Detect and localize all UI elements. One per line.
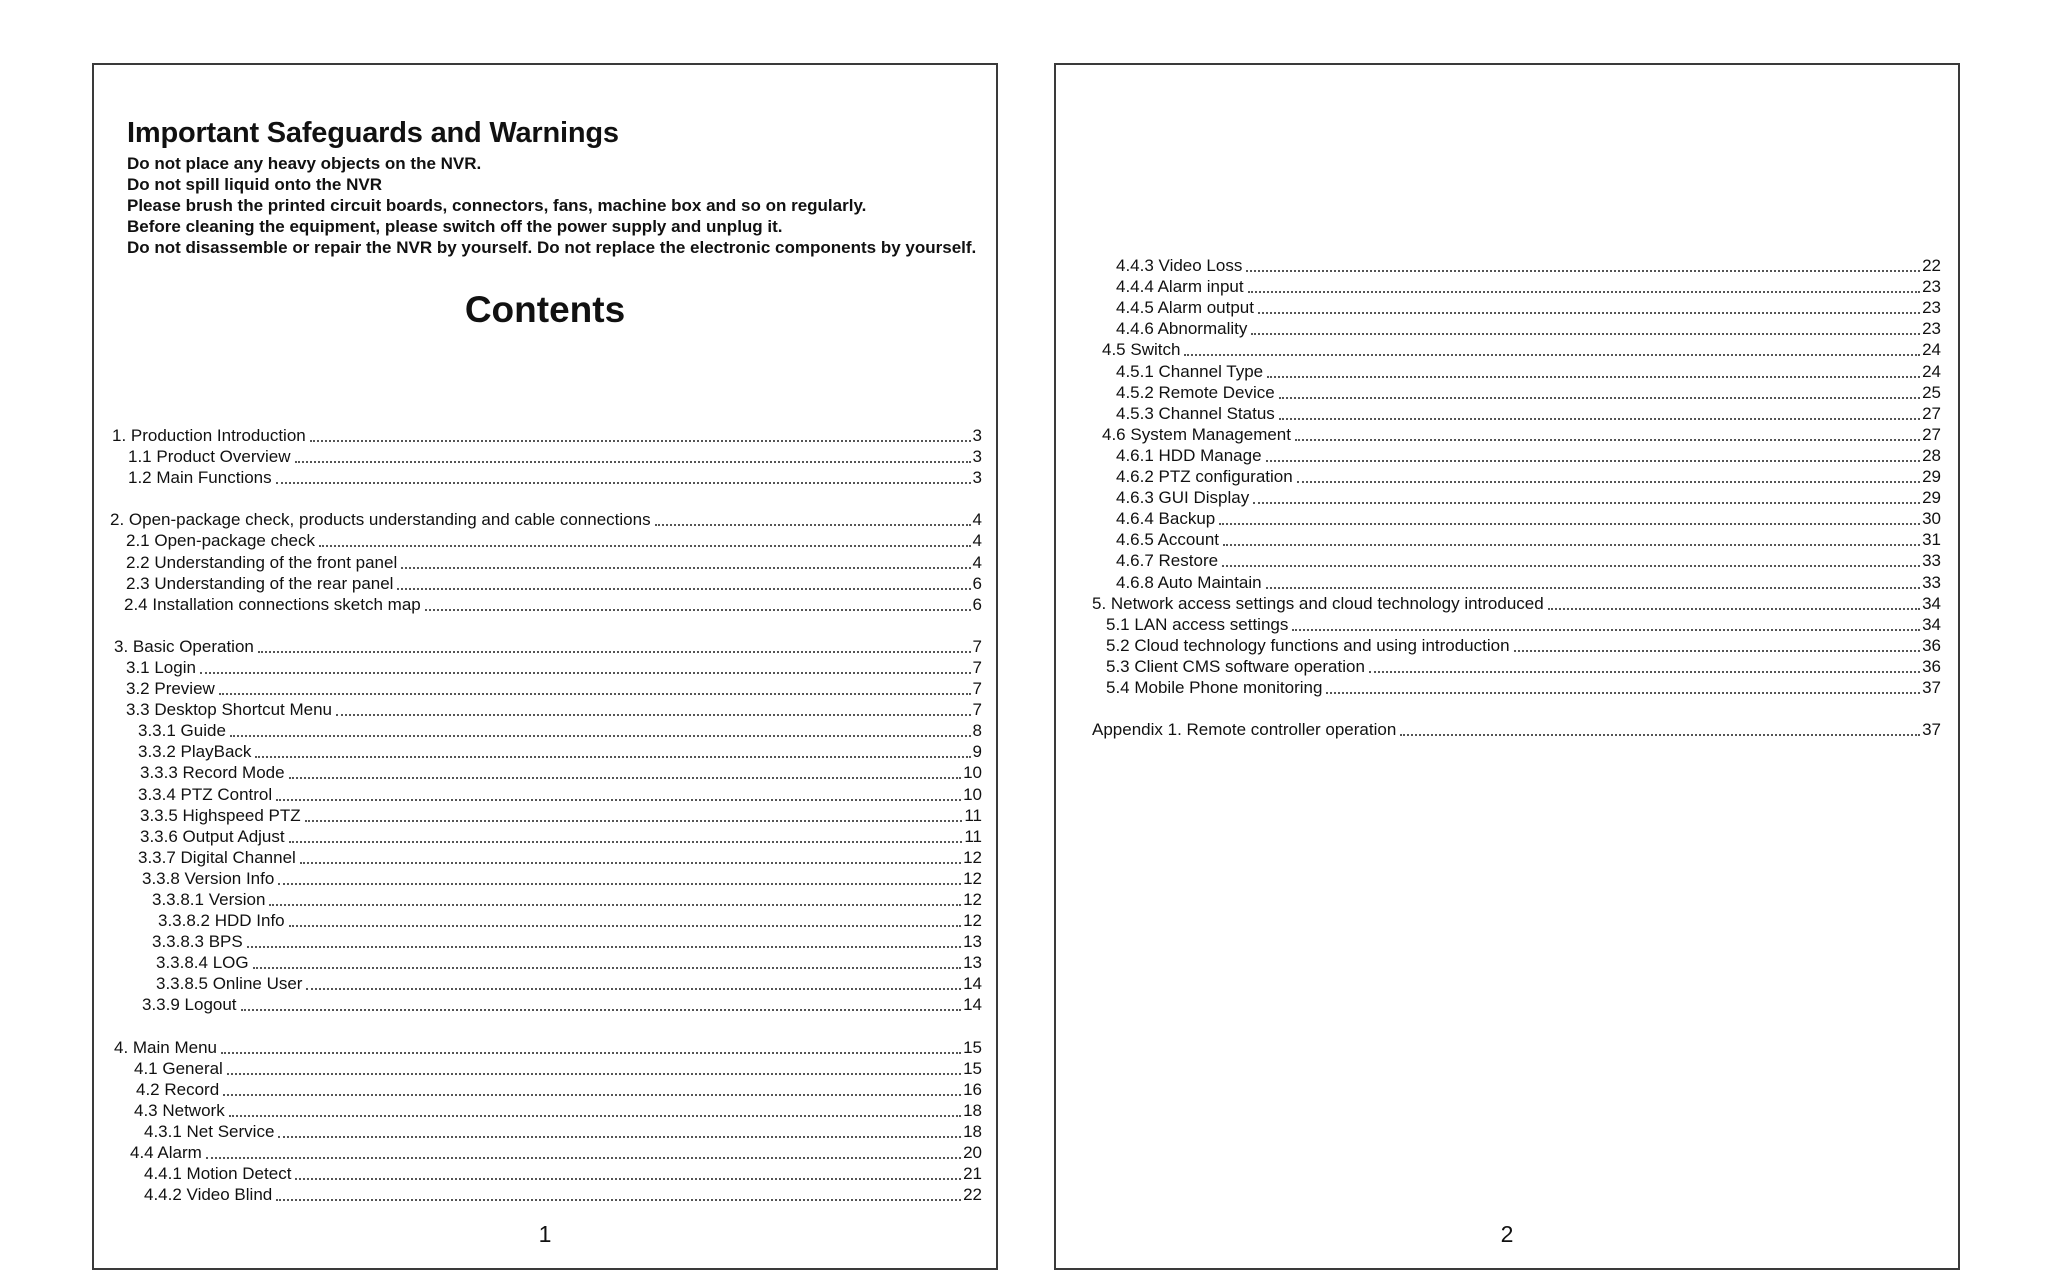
toc-entry-page: 8	[972, 721, 982, 741]
toc-dot-leader	[1292, 628, 1920, 631]
toc-entry-page: 6	[972, 594, 982, 614]
toc-dot-leader	[289, 924, 961, 927]
toc-entry-label: 1.2 Main Functions	[128, 468, 272, 488]
toc-entry-label: 4.5.2 Remote Device	[1116, 382, 1275, 402]
toc-entry-label: 4.6.8 Auto Maintain	[1116, 572, 1262, 592]
toc-entry-page: 29	[1922, 488, 1941, 508]
toc-entry-label: 4.5.3 Channel Status	[1116, 403, 1275, 423]
toc-entry	[1056, 719, 1958, 740]
toc-entry-page: 23	[1922, 298, 1941, 318]
toc-entry-page: 14	[963, 974, 982, 994]
manual-page-2	[1054, 63, 1960, 1270]
toc-entry-page: 14	[963, 995, 982, 1015]
toc-entry-page: 27	[1922, 424, 1941, 444]
toc-entry-page: 4	[972, 510, 982, 530]
toc-entry-page: 20	[963, 1143, 982, 1162]
toc-entry	[94, 868, 996, 889]
toc-dot-leader	[255, 755, 970, 758]
toc-entry-label: 3.3.8.5 Online User	[156, 974, 303, 994]
toc-entry-page: 37	[1922, 677, 1941, 697]
toc-dot-leader	[1246, 269, 1920, 272]
toc-entry-page: 12	[963, 868, 982, 888]
toc-entry-page: 23	[1922, 319, 1941, 339]
toc-entry-label: 3.3.8.2 HDD Info	[158, 911, 285, 931]
toc-entry	[1056, 571, 1958, 592]
toc-entry	[94, 783, 996, 804]
toc-dot-leader	[1548, 607, 1920, 610]
warning-line: Do not spill liquid onto the NVR	[127, 175, 382, 194]
toc-dot-leader	[300, 861, 961, 864]
toc-entry-label: 3.3.2 PlayBack	[138, 742, 252, 762]
toc-entry	[94, 889, 996, 910]
toc-entry	[94, 1163, 996, 1184]
toc-entry	[1056, 255, 1958, 276]
toc-entry-page: 24	[1922, 361, 1941, 381]
toc-dot-leader	[1184, 353, 1920, 356]
toc-dot-leader	[200, 671, 971, 674]
toc-dot-leader	[1253, 501, 1920, 504]
toc-entry-label: 3.3.8 Version Info	[142, 868, 275, 888]
toc-entry-page: 15	[963, 1058, 982, 1078]
toc-entry-page: 11	[964, 826, 982, 846]
toc-entry-label: 3.3.9 Logout	[142, 995, 237, 1015]
toc-entry-page: 33	[1922, 551, 1941, 571]
toc-dot-leader	[655, 523, 971, 526]
toc-dot-leader	[401, 566, 970, 569]
toc-entry	[1056, 508, 1958, 529]
table-of-contents	[94, 425, 996, 1205]
toc-entry	[94, 952, 996, 973]
toc-dot-leader	[230, 734, 971, 737]
toc-entry-label: 3.3.3 Record Mode	[140, 763, 285, 783]
manual-page-1	[92, 63, 998, 1270]
toc-entry	[94, 1184, 996, 1205]
toc-entry-label: 3.1 Login	[126, 657, 196, 677]
safeguards-heading: Important Safeguards and Warnings	[127, 117, 619, 149]
page-number: 1	[538, 1221, 552, 1247]
toc-entry	[94, 741, 996, 762]
toc-entry	[94, 1079, 996, 1100]
toc-entry	[1056, 593, 1958, 614]
toc-entry	[94, 446, 996, 467]
toc-entry-page: 13	[963, 932, 982, 952]
toc-entry-label: 4.6.2 PTZ configuration	[1116, 467, 1293, 487]
toc-entry	[94, 636, 996, 657]
toc-dot-leader	[247, 945, 961, 948]
toc-entry	[94, 678, 996, 699]
toc-entry	[94, 699, 996, 720]
toc-entry-page: 3	[972, 468, 982, 488]
toc-entry-label: 4.4.1 Motion Detect	[144, 1164, 292, 1184]
toc-entry	[94, 530, 996, 551]
toc-entry	[1056, 550, 1958, 571]
toc-entry-label: 3.3.8.1 Version	[152, 889, 266, 909]
toc-dot-leader	[1369, 670, 1920, 673]
toc-dot-leader	[221, 1051, 961, 1054]
toc-dot-leader	[319, 544, 971, 547]
toc-entry-page: 18	[963, 1121, 982, 1141]
toc-entry	[1056, 445, 1958, 466]
toc-entry	[1056, 614, 1958, 635]
toc-entry-label: 3.3.8.4 LOG	[156, 953, 249, 973]
toc-entry-label: 4.6 System Management	[1102, 424, 1291, 444]
toc-entry	[94, 657, 996, 678]
toc-dot-leader	[1267, 375, 1920, 378]
toc-entry-page: 22	[963, 1185, 982, 1205]
toc-entry	[1056, 529, 1958, 550]
toc-entry-label: 2.1 Open-package check	[126, 531, 316, 551]
toc-entry-page: 4	[972, 531, 982, 551]
toc-entry-label: 4.1 General	[134, 1058, 223, 1078]
toc-entry	[94, 847, 996, 868]
toc-entry	[1056, 403, 1958, 424]
toc-entry-label: 4.5 Switch	[1102, 340, 1181, 360]
toc-entry-label: 4.4.4 Alarm input	[1116, 277, 1244, 297]
toc-entry	[1056, 677, 1958, 698]
toc-entry	[1056, 466, 1958, 487]
toc-entry	[94, 467, 996, 488]
toc-entry-label: 3.3 Desktop Shortcut Menu	[126, 700, 333, 720]
toc-dot-leader	[1266, 459, 1921, 462]
toc-dot-leader	[1514, 649, 1921, 652]
toc-entry-page: 23	[1922, 277, 1941, 297]
toc-dot-leader	[336, 713, 971, 716]
toc-entry	[1056, 382, 1958, 403]
toc-entry	[94, 805, 996, 826]
toc-entry-page: 11	[964, 805, 982, 825]
toc-entry-page: 34	[1922, 593, 1941, 613]
contents-heading: Contents	[464, 289, 626, 330]
warning-line: Please brush the printed circuit boards, connectors, fans, machine box and so on regularly.	[127, 196, 867, 215]
toc-entry	[1056, 635, 1958, 656]
toc-entry	[1056, 360, 1958, 381]
toc-entry-label: 4.5.1 Channel Type	[1116, 361, 1264, 381]
warning-line: Do not place any heavy objects on the NVR.	[127, 154, 482, 173]
toc-entry	[1056, 297, 1958, 318]
toc-dot-leader	[289, 840, 963, 843]
toc-entry-label: 3.3.6 Output Adjust	[140, 826, 285, 846]
toc-entry-page: 37	[1922, 720, 1941, 740]
toc-entry-page: 27	[1922, 403, 1941, 423]
toc-dot-leader	[241, 1008, 962, 1011]
toc-entry-page: 13	[963, 953, 982, 973]
toc-entry	[94, 573, 996, 594]
toc-entry-page: 28	[1922, 445, 1941, 465]
toc-entry-page: 12	[963, 911, 982, 931]
toc-entry	[94, 994, 996, 1015]
toc-entry-page: 36	[1922, 635, 1941, 655]
toc-entry-label: 4.4.5 Alarm output	[1116, 298, 1254, 318]
toc-entry-label: 5. Network access settings and cloud technology introduced	[1092, 593, 1544, 613]
safeguards-list	[127, 153, 976, 258]
toc-entry-label: 4.4.6 Abnormality	[1116, 319, 1248, 339]
toc-dot-leader	[276, 481, 971, 484]
toc-entry-page: 7	[972, 679, 982, 699]
toc-dot-leader	[1222, 564, 1920, 567]
toc-dot-leader	[258, 650, 971, 653]
toc-entry-page: 12	[963, 847, 982, 867]
toc-entry-label: 3.3.4 PTZ Control	[138, 784, 273, 804]
toc-entry-page: 9	[972, 742, 982, 762]
toc-dot-leader	[1223, 543, 1920, 546]
toc-dot-leader	[1266, 586, 1921, 589]
toc-entry	[94, 931, 996, 952]
toc-entry-label: 3.3.5 Highspeed PTZ	[140, 805, 301, 825]
toc-dot-leader	[269, 903, 961, 906]
toc-entry-page: 7	[972, 700, 982, 720]
toc-dot-leader	[1400, 733, 1920, 736]
toc-dot-leader	[310, 439, 971, 442]
toc-dot-leader	[1297, 480, 1920, 483]
toc-entry-label: 5.2 Cloud technology functions and using introduction	[1106, 635, 1510, 655]
toc-dot-leader	[306, 987, 961, 990]
toc-dot-leader	[276, 1198, 961, 1201]
toc-entry-label: 4.4 Alarm	[130, 1143, 202, 1162]
toc-dot-leader	[1219, 522, 1920, 525]
toc-entry-page: 10	[963, 784, 982, 804]
toc-entry-label: 3. Basic Operation	[114, 636, 254, 656]
toc-dot-leader	[276, 798, 961, 801]
toc-entry-page: 16	[963, 1079, 982, 1099]
toc-entry-page: 30	[1922, 509, 1941, 529]
toc-entry-page: 33	[1922, 572, 1941, 592]
toc-dot-leader	[305, 819, 963, 822]
toc-dot-leader	[206, 1156, 961, 1159]
toc-entry-page: 12	[963, 889, 982, 909]
toc-entry-label: 2.4 Installation connections sketch map	[124, 594, 421, 614]
toc-dot-leader	[397, 587, 970, 590]
toc-entry-page: 29	[1922, 467, 1941, 487]
toc-dot-leader	[229, 1114, 961, 1117]
toc-entry-label: 4.3 Network	[134, 1100, 225, 1120]
toc-dot-leader	[1279, 417, 1920, 420]
toc-dot-leader	[289, 776, 961, 779]
toc-entry	[94, 1058, 996, 1079]
toc-entry-label: 5.3 Client CMS software operation	[1106, 656, 1365, 676]
toc-entry	[94, 509, 996, 530]
page-number: 2	[1500, 1221, 1514, 1247]
toc-entry-label: 5.1 LAN access settings	[1106, 614, 1289, 634]
toc-dot-leader	[295, 1177, 961, 1180]
toc-entry	[1056, 656, 1958, 677]
toc-dot-leader	[1326, 691, 1920, 694]
toc-entry-label: 4.6.7 Restore	[1116, 551, 1219, 571]
toc-entry-page: 3	[972, 447, 982, 467]
toc-dot-leader	[1295, 438, 1920, 441]
toc-entry-page: 18	[963, 1100, 982, 1120]
toc-entry-page: 7	[972, 636, 982, 656]
toc-entry-label: 4. Main Menu	[114, 1037, 217, 1057]
toc-entry	[94, 1100, 996, 1121]
toc-entry	[94, 1121, 996, 1142]
toc-dot-leader	[227, 1072, 961, 1075]
warning-line: Do not disassemble or repair the NVR by yourself. Do not replace the electronic components by yourself.	[127, 238, 977, 257]
table-of-contents	[1056, 255, 1958, 740]
toc-dot-leader	[219, 692, 971, 695]
toc-entry-label: 2.3 Understanding of the rear panel	[126, 573, 394, 593]
toc-entry-label: 4.2 Record	[136, 1079, 220, 1099]
toc-entry	[94, 594, 996, 615]
toc-entry-label: 4.3.1 Net Service	[144, 1121, 275, 1141]
toc-entry	[94, 1036, 996, 1057]
toc-entry-label: 4.4.3 Video Loss	[1116, 256, 1243, 276]
toc-entry-page: 6	[972, 573, 982, 593]
toc-entry	[1056, 424, 1958, 445]
toc-entry-page: 10	[963, 763, 982, 783]
toc-dot-leader	[1258, 311, 1920, 314]
toc-entry-page: 22	[1922, 256, 1941, 276]
toc-entry-label: 3.3.1 Guide	[138, 721, 226, 741]
toc-entry-label: 1. Production Introduction	[112, 426, 306, 446]
toc-entry-page: 21	[963, 1164, 982, 1184]
toc-entry-page: 36	[1922, 656, 1941, 676]
toc-entry-label: 4.6.3 GUI Display	[1116, 488, 1250, 508]
toc-entry	[94, 973, 996, 994]
toc-entry	[94, 720, 996, 741]
toc-entry-page: 25	[1922, 382, 1941, 402]
toc-entry-label: 1.1 Product Overview	[128, 447, 291, 467]
toc-dot-leader	[425, 608, 971, 611]
toc-entry-page: 24	[1922, 340, 1941, 360]
toc-dot-leader	[253, 966, 961, 969]
toc-entry-label: 3.3.8.3 BPS	[152, 932, 243, 952]
toc-entry-label: 5.4 Mobile Phone monitoring	[1106, 677, 1323, 697]
toc-dot-leader	[1248, 290, 1921, 293]
toc-entry-label: 4.4.2 Video Blind	[144, 1185, 273, 1205]
toc-dot-leader	[295, 460, 971, 463]
toc-dot-leader	[1279, 396, 1920, 399]
toc-entry-label: 3.2 Preview	[126, 679, 215, 699]
toc-entry	[1056, 339, 1958, 360]
toc-entry	[94, 551, 996, 572]
toc-entry	[94, 1142, 996, 1163]
toc-entry-label: 4.6.5 Account	[1116, 530, 1220, 550]
toc-entry-page: 7	[972, 657, 982, 677]
toc-entry-page: 15	[963, 1037, 982, 1057]
toc-entry	[94, 910, 996, 931]
toc-entry-label: 4.6.4 Backup	[1116, 509, 1216, 529]
toc-entry-page: 4	[972, 552, 982, 572]
toc-entry-page: 31	[1922, 530, 1941, 550]
toc-entry-page: 34	[1922, 614, 1941, 634]
toc-entry	[1056, 276, 1958, 297]
toc-entry	[1056, 318, 1958, 339]
toc-entry	[94, 826, 996, 847]
toc-entry-label: 2.2 Understanding of the front panel	[126, 552, 398, 572]
toc-entry	[94, 762, 996, 783]
toc-entry	[1056, 487, 1958, 508]
toc-dot-leader	[278, 882, 961, 885]
toc-entry-page: 3	[972, 426, 982, 446]
warning-line: Before cleaning the equipment, please switch off the power supply and unplug it.	[127, 217, 783, 236]
toc-entry-label: Appendix 1. Remote controller operation	[1092, 720, 1397, 740]
toc-entry-label: 3.3.7 Digital Channel	[138, 847, 296, 867]
toc-dot-leader	[278, 1135, 961, 1138]
toc-dot-leader	[223, 1093, 961, 1096]
toc-entry-label: 2. Open-package check, products understanding and cable connections	[110, 510, 651, 530]
toc-entry	[94, 425, 996, 446]
toc-entry-label: 4.6.1 HDD Manage	[1116, 445, 1262, 465]
toc-dot-leader	[1251, 332, 1920, 335]
